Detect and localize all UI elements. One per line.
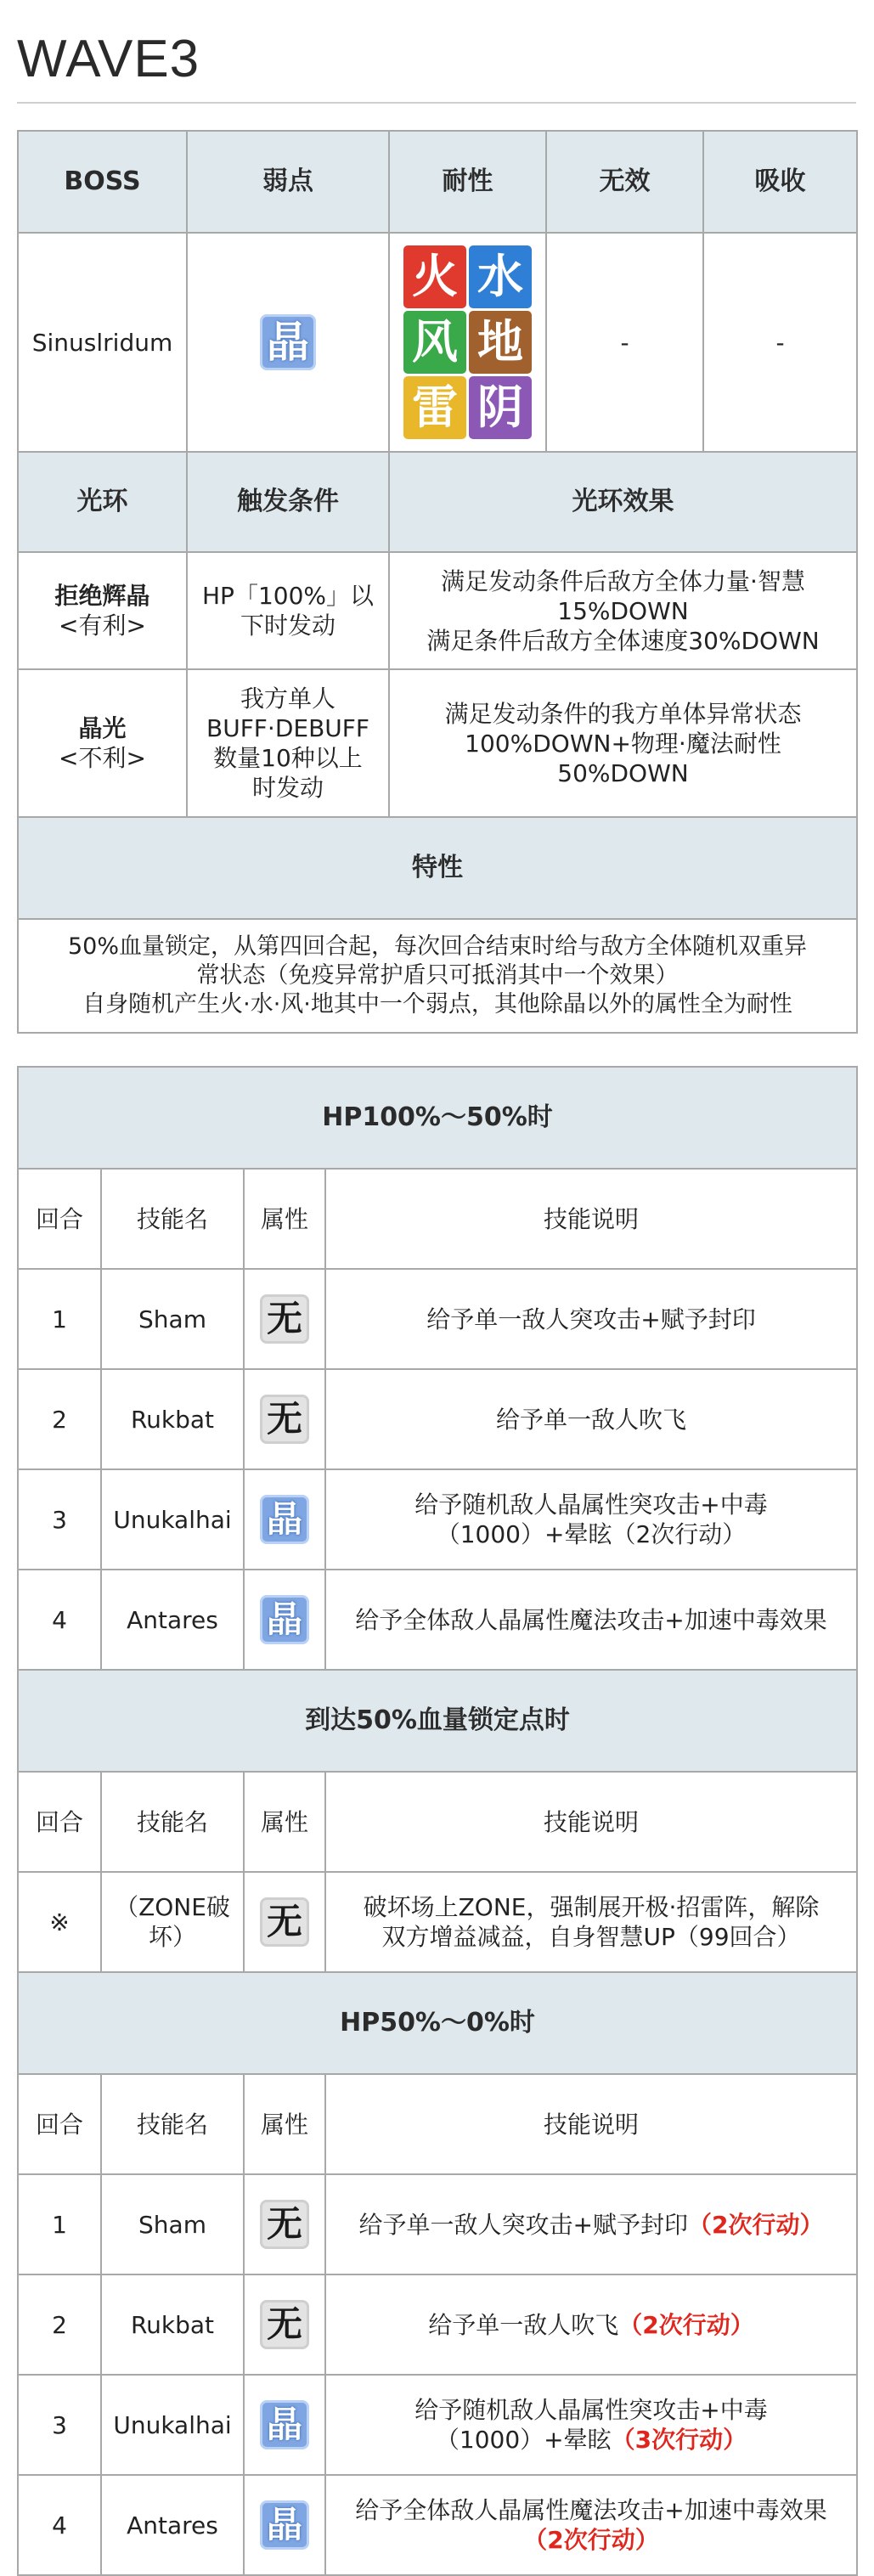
desc-text: 给予单一敌人吹飞 — [428, 2310, 619, 2339]
none-element-icon: 无 — [260, 1897, 309, 1947]
skill-desc-header: 技能说明 — [325, 1772, 857, 1872]
crystal-element-icon: 晶 — [260, 2400, 309, 2449]
turn-number: 2 — [18, 1369, 101, 1469]
header-trait: 特性 — [18, 817, 857, 919]
skill-description — [325, 1369, 857, 1469]
condition-line: 时发动 — [251, 774, 324, 802]
effect-line: 满足发动条件后敌方全体力量·智慧 — [441, 566, 805, 595]
skill-name: Antares — [101, 1570, 244, 1670]
aura-tag: <有利> — [59, 612, 146, 640]
weakness-cell — [187, 233, 389, 452]
none-element-icon: 无 — [260, 1395, 309, 1444]
effect-line: 100%DOWN+物理·魔法耐性 — [465, 729, 781, 758]
attribute-header: 属性 — [244, 1772, 325, 1872]
aura-tag: <不利> — [59, 744, 146, 772]
trait-line: 自身随机产生火·水·风·地其中一个弱点，其他除晶以外的属性全为耐性 — [82, 990, 792, 1017]
action-count-note: （2次行动） — [523, 2526, 659, 2554]
header-resistance: 耐性 — [389, 131, 546, 233]
turn-number: 1 — [18, 2174, 101, 2274]
header-boss: BOSS — [18, 131, 187, 233]
skill-desc-header: 技能说明 — [325, 1169, 857, 1269]
skill-row — [18, 1469, 857, 1570]
phase-title: HP50%～0%时 — [18, 1972, 857, 2074]
skill-row — [18, 1570, 857, 1670]
effect-line: 满足条件后敌方全体速度30%DOWN — [426, 626, 820, 655]
aura-condition — [187, 669, 389, 817]
aura-name-cell — [18, 669, 187, 817]
aura-row — [18, 669, 857, 817]
turn-number: 1 — [18, 1269, 101, 1369]
title-divider — [17, 102, 856, 104]
condition-line: 我方单人 — [240, 685, 336, 713]
turn-number: 4 — [18, 1570, 101, 1670]
trait-line: 50%血量锁定，从第四回合起，每次回合结束时给与敌方全体随机双重异 — [67, 933, 807, 961]
trait-description — [18, 919, 857, 1033]
desc-line — [333, 2495, 849, 2525]
crystal-element-icon: 晶 — [260, 2500, 309, 2550]
skill-row — [18, 1369, 857, 1469]
phase-title: 到达50%血量锁定点时 — [18, 1670, 857, 1772]
action-count-note: （2次行动） — [618, 2310, 754, 2339]
crystal-element-icon: 晶 — [260, 1495, 309, 1544]
water-element-icon: 水 — [469, 245, 532, 308]
skill-name-header: 技能名 — [101, 1169, 244, 1269]
aura-name-cell — [18, 552, 187, 669]
action-count-note: （3次行动） — [611, 2426, 747, 2454]
skill-desc-header: 技能说明 — [325, 2074, 857, 2174]
crystal-element-icon: 晶 — [260, 1595, 309, 1644]
crystal-element-icon: 晶 — [260, 314, 316, 370]
fire-element-icon: 火 — [403, 245, 466, 308]
earth-element-icon: 地 — [469, 311, 532, 374]
boss-info-table — [17, 130, 858, 1034]
absorb-value: - — [703, 233, 857, 452]
effect-line: 15%DOWN — [557, 596, 689, 625]
turn-number: 3 — [18, 2375, 101, 2475]
attribute-cell — [244, 1469, 325, 1570]
effect-line: 满足发动条件的我方单体异常状态 — [444, 699, 802, 728]
aura-effect — [389, 669, 857, 817]
desc-text: 给予单一敌人突攻击+赋予封印 — [426, 1305, 756, 1333]
desc-text: 给予随机敌人晶属性突攻击+中毒 — [414, 1491, 768, 1519]
column-header-row — [18, 1772, 857, 1872]
aura-name: 拒绝辉晶 — [54, 582, 150, 610]
desc-line — [333, 2310, 849, 2340]
desc-text-cont: （1000）+晕眩 — [435, 2426, 612, 2454]
attribute-cell — [244, 2475, 325, 2575]
skill-description — [325, 2475, 857, 2575]
none-element-icon: 无 — [260, 2200, 309, 2249]
resistance-icon-grid — [397, 245, 538, 439]
attribute-cell — [244, 1369, 325, 1469]
column-header-row — [18, 1169, 857, 1269]
skill-name: Rukbat — [101, 1369, 244, 1469]
desc-line — [333, 1519, 849, 1549]
skill-description — [325, 1269, 857, 1369]
aura-name: 晶光 — [78, 714, 127, 742]
skill-row — [18, 2375, 857, 2475]
skill-name: Rukbat — [101, 2274, 244, 2375]
skill-row — [18, 1269, 857, 1369]
attribute-cell — [244, 2274, 325, 2375]
condition-line: BUFF·DEBUFF — [206, 714, 369, 742]
aura-effect — [389, 552, 857, 669]
turn-number: 3 — [18, 1469, 101, 1570]
trait-line: 常状态（免疫异常护盾只可抵消其中一个效果） — [196, 962, 679, 989]
attribute-header: 属性 — [244, 2074, 325, 2174]
skill-row — [18, 2274, 857, 2375]
skill-name: Sham — [101, 1269, 244, 1369]
turn-number: ※ — [18, 1872, 101, 1972]
desc-line — [333, 1922, 849, 1952]
desc-text-cont: 双方增益减益，自身智慧UP（99回合） — [381, 1923, 801, 1951]
desc-text-cont: （1000）+晕眩（2次行动） — [436, 1520, 747, 1548]
desc-line — [333, 1305, 849, 1334]
skill-description — [325, 1469, 857, 1570]
skill-row — [18, 2174, 857, 2274]
desc-line — [333, 1490, 849, 1519]
skill-name: Antares — [101, 2475, 244, 2575]
skill-description — [325, 1570, 857, 1670]
skill-name: Unukalhai — [101, 1469, 244, 1570]
attribute-cell — [244, 1570, 325, 1670]
desc-line — [333, 1405, 849, 1435]
wind-element-icon: 风 — [403, 311, 466, 374]
skill-name: Sham — [101, 2174, 244, 2274]
aura-row — [18, 552, 857, 669]
desc-text: 给予全体敌人晶属性魔法攻击+加速中毒效果 — [355, 2496, 827, 2524]
skill-description — [325, 2375, 857, 2475]
desc-text: 给予随机敌人晶属性突攻击+中毒 — [414, 2396, 768, 2424]
desc-text: 给予单一敌人突攻击+赋予封印 — [358, 2210, 688, 2239]
skill-name: Unukalhai — [101, 2375, 244, 2475]
desc-line — [333, 1605, 849, 1635]
resistance-cell — [389, 233, 546, 452]
turn-header: 回合 — [18, 2074, 101, 2174]
attribute-cell — [244, 1269, 325, 1369]
skill-description — [325, 1872, 857, 1972]
none-element-icon: 无 — [260, 1294, 309, 1344]
skill-name-header: 技能名 — [101, 2074, 244, 2174]
invalid-value: - — [546, 233, 703, 452]
skill-row — [18, 2475, 857, 2575]
turn-header: 回合 — [18, 1169, 101, 1269]
desc-line — [333, 2425, 849, 2455]
header-weakness: 弱点 — [187, 131, 389, 233]
aura-condition — [187, 552, 389, 669]
attribute-cell — [244, 1872, 325, 1972]
column-header-row — [18, 2074, 857, 2174]
turn-header: 回合 — [18, 1772, 101, 1872]
header-absorb: 吸收 — [703, 131, 857, 233]
action-count-note: （2次行动） — [688, 2210, 824, 2239]
turn-number: 2 — [18, 2274, 101, 2375]
turn-number: 4 — [18, 2475, 101, 2575]
condition-line: HP「100%」以 — [202, 582, 374, 610]
header-trigger-condition: 触发条件 — [187, 452, 389, 552]
condition-line: 下时发动 — [240, 612, 336, 640]
desc-text: 破坏场上ZONE，强制展开极·招雷阵，解除 — [363, 1893, 820, 1921]
header-invalid: 无效 — [546, 131, 703, 233]
phase-title: HP100%～50%时 — [18, 1067, 857, 1169]
skill-description — [325, 2274, 857, 2375]
phase-header-row — [18, 1670, 857, 1772]
desc-line — [333, 2525, 849, 2555]
effect-line: 50%DOWN — [557, 758, 689, 787]
desc-line — [333, 1892, 849, 1922]
desc-text: 给予单一敌人吹飞 — [496, 1405, 687, 1434]
thunder-element-icon: 雷 — [403, 376, 466, 439]
phase-header-row — [18, 1067, 857, 1169]
header-aura: 光环 — [18, 452, 187, 552]
desc-line — [333, 2210, 849, 2240]
desc-line — [333, 2395, 849, 2425]
page-title: WAVE3 — [17, 30, 200, 88]
dark-element-icon: 阴 — [469, 376, 532, 439]
boss-name: Sinuslridum — [18, 233, 187, 452]
skill-row — [18, 1872, 857, 1972]
phase-header-row — [18, 1972, 857, 2074]
skill-name-header: 技能名 — [101, 1772, 244, 1872]
desc-text: 给予全体敌人晶属性魔法攻击+加速中毒效果 — [355, 1605, 827, 1634]
skill-description — [325, 2174, 857, 2274]
skill-name: （ZONE破坏） — [101, 1872, 244, 1972]
attribute-cell — [244, 2375, 325, 2475]
attribute-cell — [244, 2174, 325, 2274]
attribute-header: 属性 — [244, 1169, 325, 1269]
none-element-icon: 无 — [260, 2300, 309, 2349]
skill-table — [17, 1066, 858, 2576]
condition-line: 数量10种以上 — [213, 744, 363, 772]
header-aura-effect: 光环效果 — [389, 452, 857, 552]
